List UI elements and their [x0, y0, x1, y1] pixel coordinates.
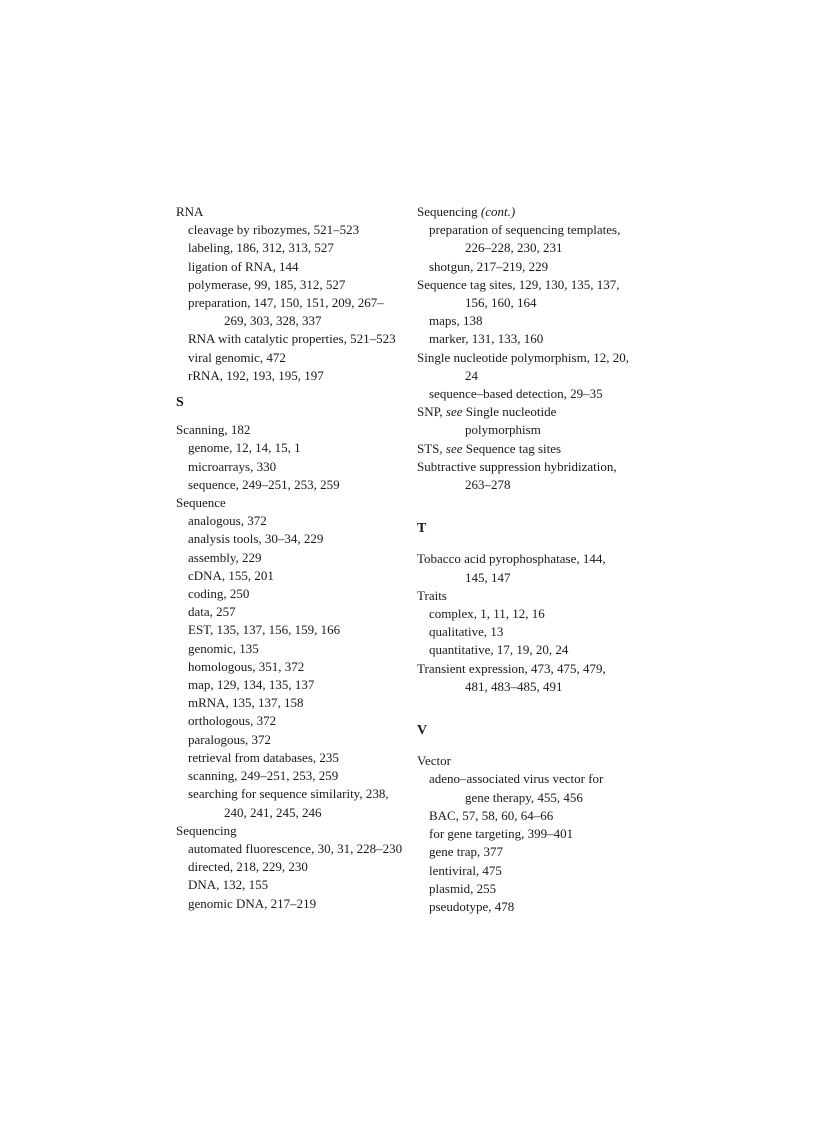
subentry-continuation: 269, 303, 328, 337 [224, 313, 322, 329]
subentry: labeling, 186, 312, 313, 527 [188, 240, 334, 256]
subentry: cDNA, 155, 201 [188, 567, 274, 583]
subentry: polymerase, 99, 185, 312, 527 [188, 276, 346, 292]
entry-text: Sequence tag sites [462, 440, 562, 456]
subentry: sequence–based detection, 29–35 [429, 386, 603, 402]
see-reference: see [445, 440, 463, 456]
entry-head: Sequencing [417, 204, 478, 219]
subentry: viral genomic, 472 [188, 349, 286, 365]
subentry: shotgun, 217–219, 229 [429, 258, 549, 274]
subentry: complex, 1, 11, 12, 16 [429, 606, 545, 622]
subentry: genomic, 135 [188, 640, 259, 656]
subentry: genome, 12, 14, 15, 1 [188, 440, 301, 456]
entry-continuation: 24 [465, 367, 478, 383]
subentry: directed, 218, 229, 230 [188, 859, 308, 875]
subentry: coding, 250 [188, 586, 250, 602]
subentry: scanning, 249–251, 253, 259 [188, 768, 339, 784]
subentry: BAC, 57, 58, 60, 64–66 [429, 807, 554, 823]
index-entry-sequencing-cont [417, 203, 657, 221]
subentry-continuation: 226–228, 230, 231 [465, 240, 563, 256]
subentry: rRNA, 192, 193, 195, 197 [188, 367, 324, 383]
entry-continuation: polymorphism [465, 422, 541, 438]
entry-text: STS, [417, 440, 446, 456]
index-entry-sequencing: Sequencing [176, 822, 237, 838]
subentry: ligation of RNA, 144 [188, 258, 299, 274]
subentry: automated fluorescence, 30, 31, 228–230 [188, 840, 403, 856]
subentry-continuation: gene therapy, 455, 456 [465, 789, 583, 805]
index-column-left [176, 203, 416, 913]
subentry: qualitative, 13 [429, 624, 504, 640]
section-letter-v: V [417, 723, 428, 739]
subentry: marker, 131, 133, 160 [429, 331, 544, 347]
subentry: searching for sequence similarity, 238, [188, 786, 389, 802]
subentry: sequence, 249–251, 253, 259 [188, 476, 340, 492]
cont-marker: (cont.) [480, 204, 516, 219]
subentry: mRNA, 135, 137, 158 [188, 695, 304, 711]
subentry: plasmid, 255 [429, 880, 497, 896]
subentry-continuation: 240, 241, 245, 246 [224, 804, 322, 820]
subentry: preparation of sequencing templates, [429, 222, 621, 238]
subentry: paralogous, 372 [188, 731, 272, 747]
subentry: homologous, 351, 372 [188, 658, 305, 674]
subentry: genomic DNA, 217–219 [188, 895, 317, 911]
subentry: DNA, 132, 155 [188, 877, 269, 893]
subentry: cleavage by ribozymes, 521–523 [188, 222, 360, 238]
see-reference: see [445, 404, 463, 420]
entry-text: SNP, [417, 404, 446, 420]
index-entry-ssh: Subtractive suppression hybridization, [417, 458, 617, 474]
section-letter-t: T [417, 521, 427, 537]
index-entry-sequence: Sequence [176, 495, 226, 511]
index-entry-scanning: Scanning, 182 [176, 422, 251, 438]
subentry: map, 129, 134, 135, 137 [188, 677, 315, 693]
subentry: analysis tools, 30–34, 229 [188, 531, 324, 547]
index-entry-traits: Traits [417, 587, 447, 603]
subentry: assembly, 229 [188, 549, 262, 565]
index-entry-transient: Transient expression, 473, 475, 479, [417, 660, 606, 676]
index-entry-sequence-tag-sites: Sequence tag sites, 129, 130, 135, 137, [417, 276, 620, 292]
subentry: retrieval from databases, 235 [188, 749, 339, 765]
index-column-right [417, 203, 657, 916]
subentry: maps, 138 [429, 313, 483, 329]
subentry: lentiviral, 475 [429, 862, 502, 878]
index-entry-sts [417, 440, 657, 458]
subentry: quantitative, 17, 19, 20, 24 [429, 642, 569, 658]
subentry: analogous, 372 [188, 513, 267, 529]
subentry: EST, 135, 137, 156, 159, 166 [188, 622, 341, 638]
index-entry-snp [417, 403, 657, 421]
section-letter-s: S [176, 395, 184, 411]
entry-continuation: 481, 483–485, 491 [465, 678, 563, 694]
subentry: RNA with catalytic properties, 521–523 [188, 331, 396, 347]
subentry: data, 257 [188, 604, 236, 620]
subentry: preparation, 147, 150, 151, 209, 267– [188, 295, 384, 311]
entry-continuation: 156, 160, 164 [465, 295, 537, 311]
index-entry-vector: Vector [417, 753, 451, 769]
subentry: gene trap, 377 [429, 844, 504, 860]
subentries-rna [176, 221, 416, 385]
subentry: pseudotype, 478 [429, 898, 515, 914]
index-entry-tobacco: Tobacco acid pyrophosphatase, 144, [417, 551, 606, 567]
index-entry-rna: RNA [176, 204, 204, 219]
subentry: adeno–associated virus vector for [429, 771, 604, 787]
index-entry-snp-full: Single nucleotide polymorphism, 12, 20, [417, 349, 629, 365]
entry-continuation: 263–278 [465, 477, 511, 493]
subentry: orthologous, 372 [188, 713, 277, 729]
subentry: for gene targeting, 399–401 [429, 826, 574, 842]
entry-continuation: 145, 147 [465, 569, 511, 585]
subentry: microarrays, 330 [188, 458, 277, 474]
entry-text: Single nucleotide [462, 404, 557, 420]
